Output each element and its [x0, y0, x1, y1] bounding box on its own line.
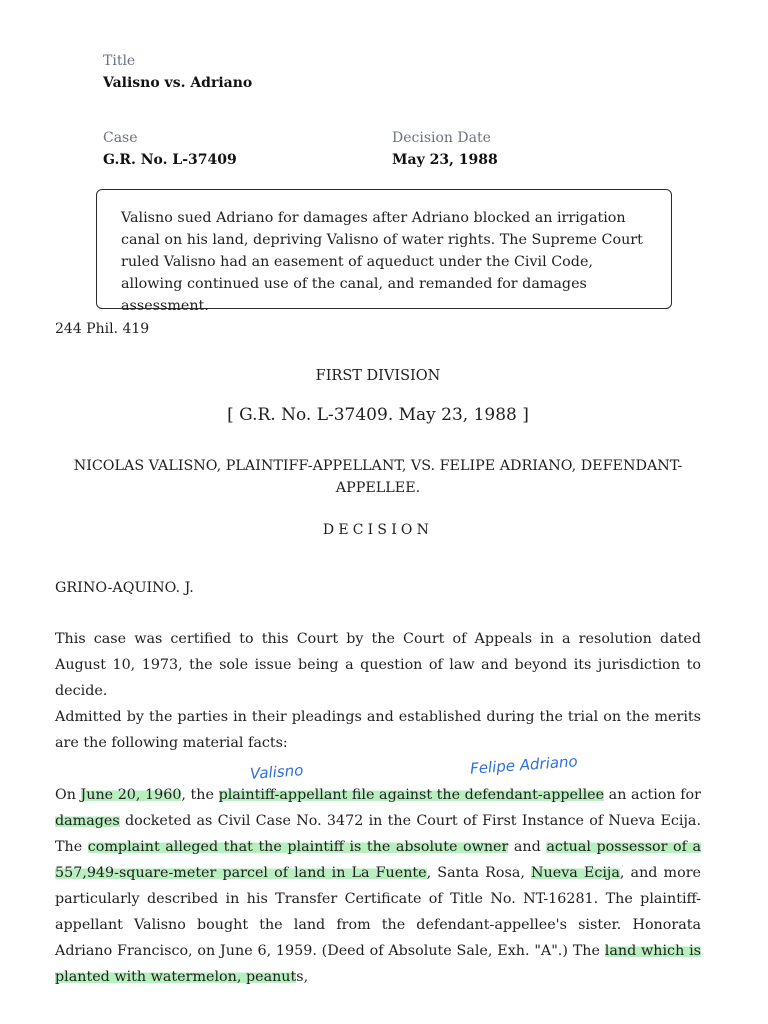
- case-number: G.R. No. L-37409: [103, 152, 237, 168]
- text-span: and: [508, 839, 547, 855]
- highlight-damages: damages: [55, 813, 120, 829]
- text-span: , and more particularly described in his Transfer Certificate of Title No. NT-16281. The plaintiff-appellant Valisno bought the land from the defendant-appellee's sister. Honorata Adriano Francisco, on June 6, 1959. (Deed of Absolute Sale, Exh. "A".) The: [55, 865, 701, 959]
- gr-number-heading: [ G.R. No. L-37409. May 23, 1988 ]: [227, 405, 529, 425]
- case-title: Valisno vs. Adriano: [103, 75, 253, 91]
- highlight-date: June 20, 1960: [80, 787, 182, 803]
- highlight-parcel: actual possessor of a 557,949-square-meter parcel of land in La Fuente: [55, 839, 701, 881]
- highlight-owner: complaint alleged that the plaintiff is the absolute owner: [87, 839, 509, 855]
- paragraph-2: Admitted by the parties in their pleadings and established during the trial on the merits are the following material facts:: [55, 709, 701, 751]
- text-span: docketed as Civil Case No. 3472 in the Court of First Instance of Nueva Ecija. The: [55, 813, 701, 855]
- handwritten-note-felipe-adriano: Felipe Adriano: [469, 752, 579, 778]
- decision-heading: DECISION: [322, 522, 434, 538]
- paragraph-3: [55, 782, 701, 990]
- text-span: , Santa Rosa,: [426, 865, 532, 881]
- highlight-crops: land which is planted with watermelon, peanut: [55, 943, 701, 985]
- parties-heading: NICOLAS VALISNO, PLAINTIFF-APPELLANT, VS. FELIPE ADRIANO, DEFENDANT-APPELLEE.: [73, 458, 683, 496]
- division-heading: FIRST DIVISION: [315, 368, 441, 384]
- case-label: Case: [103, 130, 138, 146]
- citation: 244 Phil. 419: [55, 321, 150, 337]
- text-span: On: [55, 787, 81, 803]
- handwritten-note-valisno: Valisno: [249, 761, 304, 783]
- highlight-province: Nueva Ecija: [531, 865, 620, 881]
- highlight-parties: plaintiff-appellant file against the defendant-appellee: [218, 787, 605, 803]
- title-label: Title: [103, 53, 136, 69]
- decision-date-label: Decision Date: [392, 130, 491, 146]
- case-summary: Valisno sued Adriano for damages after Adriano blocked an irrigation canal on his land, depriving Valisno of water rights. The Supreme Court ruled Valisno had an easement of aqueduct under the Civil Code, allowing continued use of the canal, and remanded for damages assessment.: [96, 189, 672, 309]
- decision-date: May 23, 1988: [392, 152, 498, 168]
- text-span: , the: [181, 787, 219, 803]
- author-line: GRINO-AQUINO. J.: [55, 580, 194, 596]
- text-span: s,: [296, 969, 309, 985]
- paragraph-1: This case was certified to this Court by the Court of Appeals in a resolution dated August 10, 1973, the sole issue being a question of law and beyond its jurisdiction to decide.: [55, 631, 701, 699]
- text-span: an action for: [604, 787, 701, 803]
